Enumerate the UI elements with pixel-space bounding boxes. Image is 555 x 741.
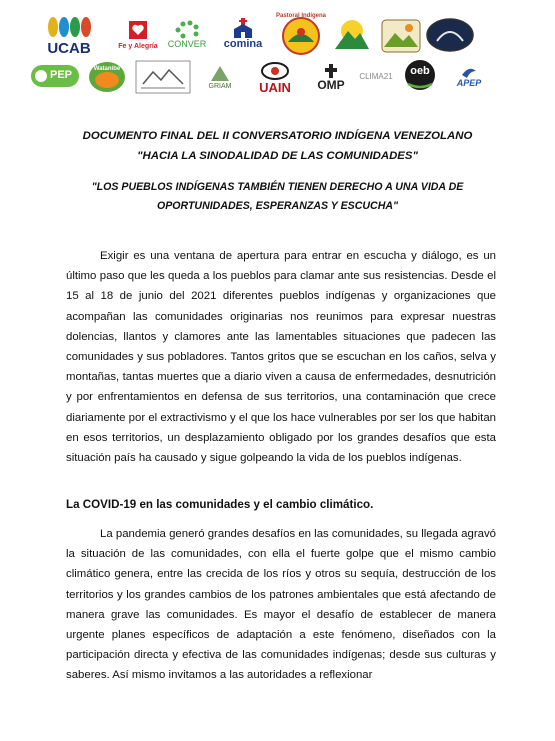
logo-banner xyxy=(0,0,555,100)
ucab-logo-text: UCAB xyxy=(47,39,91,57)
fe-alegria-logo-text: Fe y Alegría xyxy=(118,43,158,50)
watanibe-logo xyxy=(86,60,128,94)
heart-icon xyxy=(128,20,148,40)
conver-dots-icon xyxy=(174,20,200,40)
hills-logo xyxy=(380,18,422,54)
griam-logo xyxy=(198,60,242,94)
apep-logo-text: APEP xyxy=(456,77,482,88)
comina-logo xyxy=(216,12,270,54)
church-icon xyxy=(231,17,255,39)
paragraph-covid: La pandemia generó grandes desafíos en las comunidades, su llegada agravó la situación de las comunidades, con ella el fuerte golpe que el mismo cambio climático genera, entre las crecida de los ríos y otros su sequía, destrucción de los territorios y los grandes cambios de los patrones ambientales que está afectando de manera grave las comunidades. Es mayor el desafío de establecer de manera urgente planes específicos de adaptación a este fenómeno, diseñados con la participación directa y efectiva de las comunidades indígenas; desde sus culturas y saberes. Así mismo invitamos a las autoridades a reflexionar xyxy=(66,528,496,682)
sketch-icon xyxy=(135,60,191,94)
document-title-line-2: "HACIA LA SINODALIDAD DE LAS COMUNIDADES" xyxy=(137,150,418,162)
ucab-emblem-icon xyxy=(44,15,94,39)
pep-logo-text: PEP xyxy=(50,69,73,81)
pep-logo xyxy=(30,62,80,92)
document-subtitle-line-1: "LOS PUEBLOS INDÍGENAS TAMBIÉN TIENEN DERECHO A UNA VIDA DE xyxy=(91,181,464,193)
oeb-logo xyxy=(400,58,440,92)
uain-emblem-icon xyxy=(260,61,290,81)
document-subtitle-line-2: OPORTUNIDADES, ESPERANZAS Y ESCUCHA" xyxy=(156,200,399,212)
conver-logo xyxy=(162,16,212,52)
oval-emblem-icon xyxy=(425,17,475,53)
pastoral-indigena-logo xyxy=(276,12,326,56)
conver-logo-text: CONVER xyxy=(167,38,207,49)
clima21-logo xyxy=(356,64,396,90)
omp-logo xyxy=(308,60,354,94)
watanibe-logo-text: Watanibe xyxy=(93,66,121,72)
sun-mountain-icon xyxy=(331,17,373,53)
paragraph-intro: Exigir es una ventana de apertura para entrar en escucha y diálogo, es un último paso que les queda a los pueblos para clamar ante sus resistencias. Desde el 15 al 18 de junio del 2021 diferentes pueblos indígenas y organizaciones que acompañan las comunidades originarias nos reunimos para expresar nuestras dolencias, llantos y clamores ante las lamentables situaciones que padecen las comunidades y sus pobladores. Tantos gritos que se escuchan en los caños, selva y montañas, tantas muertes que a diario viven a causa de enfermedades, desnutrición y por enfrentamientos en defensa de sus territorios, una contaminación que crece diariamente por el extractivismo y el que los hace vulnerables por ser los que habitan en esos territorios, un desplazamiento obligado por los grandes desafíos que esta situación país ha causado y sigue golpeando la vida de los pueblos indígenas. xyxy=(66,250,496,465)
griam-icon xyxy=(209,65,231,83)
oval-logo xyxy=(424,16,476,54)
uain-logo xyxy=(248,60,302,94)
ucab-logo xyxy=(40,14,98,56)
fe-alegria-logo xyxy=(114,14,162,56)
grupo-logo xyxy=(134,60,192,94)
pastoral-logo-text: Pastoral Indígena xyxy=(276,13,327,19)
document-title-line-1: DOCUMENTO FINAL DEL II CONVERSATORIO INDÍGENA VENEZOLANO xyxy=(82,130,473,142)
griam-logo-text: GRIAM xyxy=(208,82,232,90)
section-heading-covid: La COVID-19 en las comunidades y el cambio climático. xyxy=(66,498,374,511)
apep-bird-icon xyxy=(461,65,477,79)
mountain-logo xyxy=(330,16,374,54)
apep-logo xyxy=(446,62,492,90)
uain-logo-text: UAIN xyxy=(259,79,291,95)
omp-logo-text: OMP xyxy=(317,78,345,92)
oeb-logo-text: oeb xyxy=(410,65,430,77)
cross-icon xyxy=(323,63,339,79)
clima21-logo-text: CLIMA21 xyxy=(359,72,393,81)
hills-icon xyxy=(381,19,421,53)
comina-logo-text: comina xyxy=(223,37,263,50)
